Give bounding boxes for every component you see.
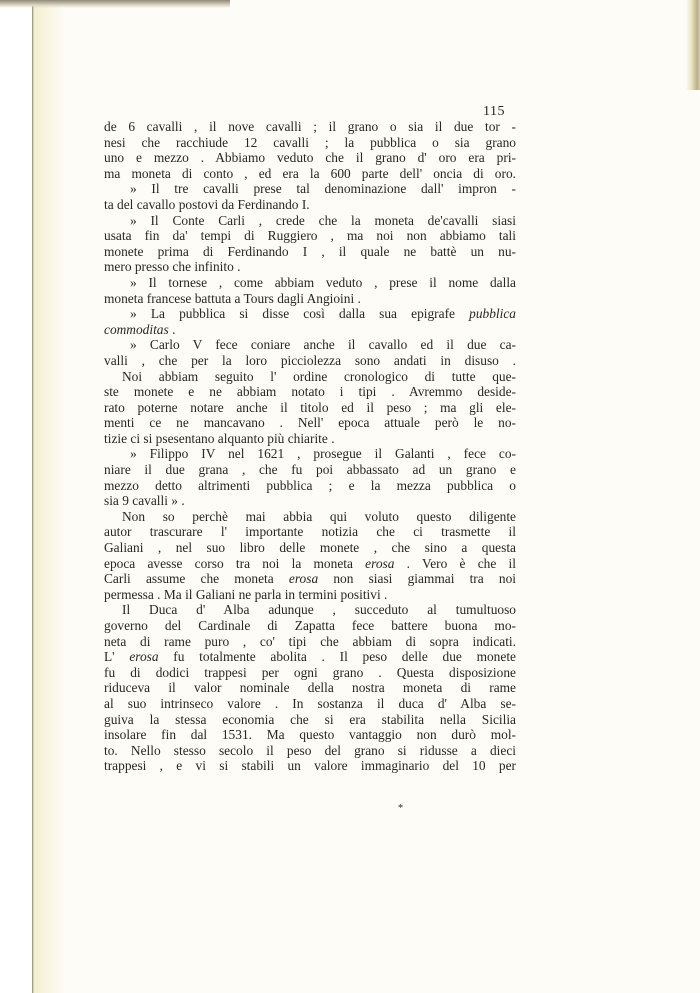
text-line	[104, 680, 516, 696]
text-line	[104, 524, 516, 540]
text-line	[104, 181, 516, 197]
page-gutter-shade	[35, 6, 65, 993]
text-line-content: autor trascurare l' importante notizia che ci trasmette il	[104, 524, 516, 540]
page-number: 115	[483, 104, 505, 119]
text-line	[104, 462, 516, 478]
text-line-content: niare il due grana , che fu poi abbassato ad un grano e	[104, 462, 516, 478]
text-line-content: governo del Cardinale di Zapatta fece battere buona mo-	[104, 618, 516, 633]
text-line-content: guiva la stessa economia che si era stabilita nella Sicilia	[104, 711, 516, 727]
text-line	[104, 634, 516, 650]
text-line-tail: .	[168, 321, 176, 337]
text-line	[104, 415, 516, 431]
text-line	[104, 446, 516, 462]
text-line	[104, 587, 516, 603]
text-line-content: epoca avesse corso tra noi la moneta	[104, 555, 366, 571]
text-line-content: Il Duca d' Alba adunque , succeduto al tumultuoso	[122, 602, 516, 618]
text-line	[104, 166, 516, 182]
signature-mark: *	[398, 803, 403, 814]
text-line-content: Non so perchè mai abbia qui voluto questo diligente	[122, 508, 516, 524]
body-text	[104, 119, 516, 774]
text-line	[104, 369, 516, 385]
text-line	[104, 758, 516, 774]
text-line	[104, 337, 516, 353]
text-line	[104, 618, 516, 634]
text-line	[104, 228, 516, 244]
text-line-content: ste monete e ne abbiam notato i tipi . Avremmo deside-	[104, 384, 516, 400]
text-line	[104, 540, 516, 556]
text-line	[104, 727, 516, 743]
text-line	[104, 150, 516, 166]
text-line	[104, 696, 516, 712]
text-line-content: uno e mezzo . Abbiamo veduto che il grano d' oro era pri-	[104, 150, 516, 166]
text-line	[104, 213, 516, 229]
text-line-content: monete prima di Ferdinando I , il quale ne battè un nu-	[104, 243, 516, 259]
text-line	[104, 478, 516, 494]
text-line	[104, 665, 516, 681]
text-line-content: L'	[104, 649, 130, 665]
text-line-content: sia 9 cavalli » .	[104, 493, 185, 509]
text-line	[104, 509, 516, 525]
text-line-content: nesi che racchiude 12 cavalli ; la pubblica o sia grano	[104, 134, 516, 150]
text-line-content: fu di dodici trappesi per ogni grano . Questa disposizione	[104, 664, 516, 680]
text-line-content: de 6 cavalli , il nove cavalli ; il grano o sia il due tor -	[104, 119, 516, 134]
text-line-content: rato poterne notare anche il titolo ed il peso ; ma gli ele-	[104, 399, 516, 415]
italic-term: pubblica	[469, 306, 516, 322]
text-line-content: Noi abbiam seguito l' ordine cronologico di tutte que-	[122, 368, 516, 384]
text-line	[104, 119, 516, 135]
text-line	[104, 259, 516, 275]
text-line-content: » Carlo V fece coniare anche il cavallo ed il due ca-	[130, 337, 516, 353]
text-line-content: » Il Conte Carli , crede che la moneta de'cavalli siasi	[130, 212, 516, 228]
text-line-content: insolare fin dal 1531. Ma questo vantaggio non durò mol-	[104, 727, 516, 743]
text-line-content: to. Nello stesso secolo il peso del grano si ridusse a dieci	[104, 742, 516, 758]
text-line	[104, 743, 516, 759]
text-line-content: ma moneta di conto , ed era la 600 parte dell' oncia di oro.	[104, 165, 516, 181]
text-line-content: usata fin da' tempi di Ruggiero , ma noi non abbiamo tali	[104, 228, 516, 244]
text-line	[104, 431, 516, 447]
text-line	[104, 712, 516, 728]
page-top-edge	[0, 0, 230, 8]
italic-term: erosa	[288, 571, 319, 587]
text-line	[104, 291, 516, 307]
text-line-tail: fu totalmente abolita . Il peso delle due monete	[158, 649, 516, 665]
text-line	[104, 571, 516, 587]
text-line	[104, 649, 516, 665]
text-line	[104, 556, 516, 572]
text-line-tail: non siasi giammai tra noi	[318, 571, 516, 587]
text-line-content: tizie ci si psesentano alquanto più chiarite .	[104, 430, 335, 446]
text-line-content: mezzo detto altrimenti pubblica ; e la mezza pubblica o	[104, 477, 516, 493]
text-line-content: al suo intrinseco valore . In sostanza il duca d' Alba se-	[104, 695, 516, 711]
text-line-content: trappesi , e vi si stabili un valore immaginario del 10 per	[104, 758, 516, 774]
text-line-content: » Il tre cavalli prese tal denominazione dall' impron -	[130, 181, 516, 197]
scan-margin	[0, 0, 32, 993]
text-line-content: ta del cavallo postovi da Ferdinando I.	[104, 196, 310, 212]
text-line-content: menti ce ne mancavano . Nell' epoca attuale però le no-	[104, 415, 516, 431]
text-line	[104, 197, 516, 213]
text-line-tail: . Vero è che il	[394, 555, 516, 571]
text-line-content: neta di rame puro , co' tipi che abbiam di sopra indicati.	[104, 633, 516, 649]
text-line	[104, 275, 516, 291]
text-line	[104, 306, 516, 322]
text-line-content: riduceva il valor nominale della nostra moneta di rame	[104, 680, 516, 696]
text-line-content: Galiani , nel suo libro delle monete , che sino a questa	[104, 540, 516, 556]
text-line-content: » Il tornese , come abbiam veduto , prese il nome dalla	[130, 274, 516, 290]
text-line	[104, 322, 516, 338]
text-line-content: » La pubblica si disse così dalla sua epigrafe	[130, 306, 470, 322]
page-right-edge	[686, 0, 700, 90]
italic-term: commoditas	[104, 321, 169, 337]
text-line-content: Carli assume che moneta	[104, 571, 289, 587]
text-line-content: valli , che per la loro picciolezza sono andati in disuso .	[104, 352, 516, 368]
text-line	[104, 353, 516, 369]
text-line	[104, 384, 516, 400]
text-line-content: moneta francese battuta a Tours dagli Angioini .	[104, 290, 361, 306]
text-line-content: mero presso che infinito .	[104, 259, 241, 275]
text-line	[104, 400, 516, 416]
text-line-content: » Filippo IV nel 1621 , prosegue il Galanti , fece co-	[130, 446, 516, 462]
text-line	[104, 244, 516, 260]
italic-term: erosa	[129, 649, 159, 665]
text-line	[104, 135, 516, 151]
text-line-content: permessa . Ma il Galiani ne parla in termini positivi .	[104, 586, 388, 602]
text-line	[104, 602, 516, 618]
italic-term: erosa	[365, 555, 395, 571]
text-line	[104, 493, 516, 509]
